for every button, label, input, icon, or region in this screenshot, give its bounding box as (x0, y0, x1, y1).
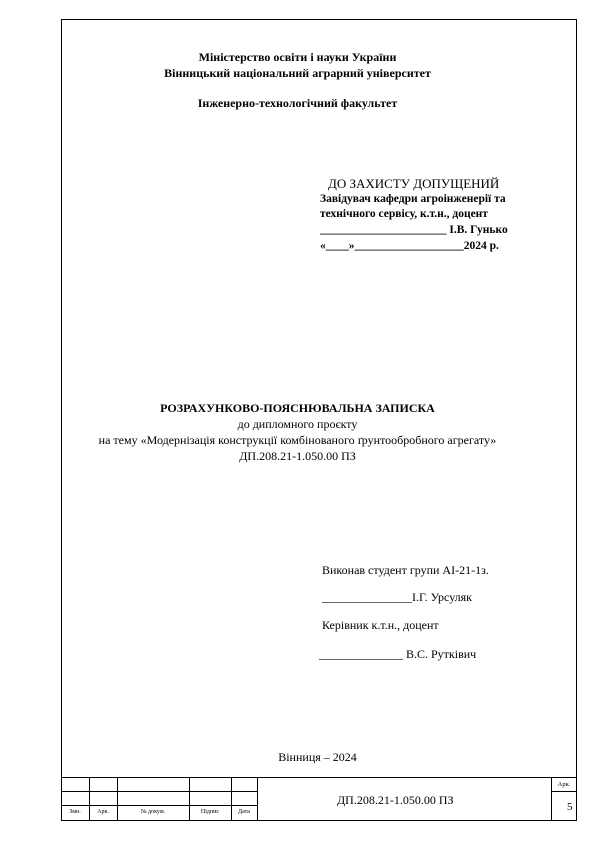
ministry-line: Міністерство освіти і науки України (198, 50, 397, 64)
col-signature: Підпис (200, 809, 220, 815)
document-code: ДП.208.21-1.050.00 ПЗ (239, 449, 356, 463)
approval-line-4: «____»___________________2024 р. (320, 240, 499, 252)
sheet-label: Арк. (557, 781, 571, 788)
col-change: Змн. (69, 809, 81, 815)
approval-line-2: технічного сервісу, к.т.н., доцент (320, 208, 488, 220)
col-date: Дата (238, 809, 250, 815)
title-block (61, 777, 577, 821)
approval-line-3: ______________________ І.В. Гунько (320, 224, 508, 236)
title-block-doc-code: ДП.208.21-1.050.00 ПЗ (337, 793, 454, 807)
col-doc-number: № докум. (140, 809, 166, 815)
approval-line-1: Завідувач кафедри агроінженерії та (320, 193, 506, 205)
faculty-line: Інженерно-технологічний факультет (197, 96, 398, 110)
supervisor-label: Керівник к.т.н., доцент (322, 618, 439, 632)
sheet-number: 5 (567, 801, 573, 813)
document-topic: на тему «Модернізація конструкції комбінованого ґрунтообробного агрегату» (98, 433, 497, 447)
student-label: Виконав студент групи АІ-21-1з. (322, 563, 489, 577)
document-title: РОЗРАХУНКОВО-ПОЯСНЮВАЛЬНА ЗАПИСКА (160, 401, 435, 415)
student-signature-line: _______________І.Г. Урсуляк (322, 590, 472, 604)
col-sheet: Арк. (97, 809, 109, 815)
document-subtitle: до дипломного проєкту (237, 417, 358, 431)
approval-title: ДО ЗАХИСТУ ДОПУЩЕНИЙ (328, 176, 500, 191)
supervisor-signature-line: ______________ В.С. Рутківич (319, 647, 477, 661)
city-year: Вінниця – 2024 (278, 750, 357, 764)
university-line: Вінницький національний аграрний університет (164, 66, 431, 80)
